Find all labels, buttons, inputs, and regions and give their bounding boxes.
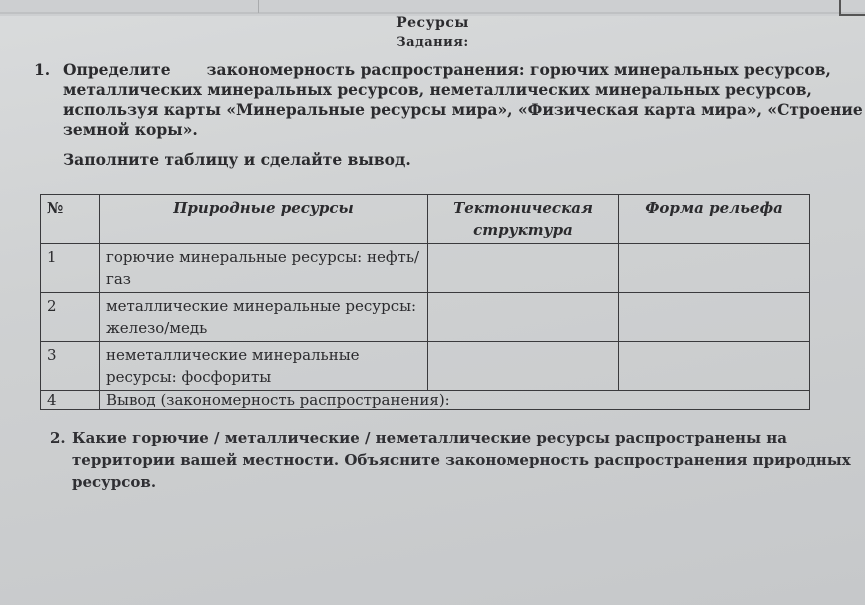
task-2-line-1: Какие горючие / металлические / неметаллические ресурсы распространены на xyxy=(72,429,787,447)
row-relief-cell[interactable] xyxy=(619,342,810,391)
row-relief-cell[interactable] xyxy=(619,244,810,293)
table-header-row xyxy=(41,195,810,244)
row-resource: неметаллические минеральные ресурсы: фосфориты xyxy=(100,342,428,391)
resources-table xyxy=(40,194,810,410)
task-1-number: 1. xyxy=(34,60,51,79)
table-row xyxy=(41,293,810,342)
task-2-line-3: ресурсов. xyxy=(72,473,157,491)
task-1-line-1a: Определите xyxy=(63,60,171,79)
corner-frame xyxy=(839,0,865,16)
task-1-line-1b: закономерность распространения: горючих минеральных ресурсов, xyxy=(206,60,831,79)
row-tectonic-cell[interactable] xyxy=(428,293,619,342)
conclusion-row xyxy=(41,391,810,410)
task-1-line-3: используя карты «Минеральные ресурсы мира», «Физическая карта мира», «Строение xyxy=(63,100,863,119)
task-2 xyxy=(50,427,851,493)
page-subtitle: Задания: xyxy=(396,35,469,50)
page-top-edge xyxy=(0,0,865,16)
row-resource: металлические минеральные ресурсы: железо/медь xyxy=(100,293,428,342)
page-title: Ресурсы xyxy=(396,15,469,31)
task-1 xyxy=(34,60,863,170)
task-2-number: 2. xyxy=(50,429,66,447)
task-1-text xyxy=(63,60,863,140)
row-tectonic-cell[interactable] xyxy=(428,342,619,391)
table-row xyxy=(41,342,810,391)
header-relief-form: Форма рельефа xyxy=(619,195,810,244)
task-1-instruction: Заполните таблицу и сделайте вывод. xyxy=(63,150,411,169)
conclusion-cell[interactable]: Вывод (закономерность распространения): xyxy=(100,391,810,410)
table-row xyxy=(41,244,810,293)
row-number: 3 xyxy=(41,342,100,391)
header-tectonic-structure: Тектоническая структура xyxy=(428,195,619,244)
header-natural-resources: Природные ресурсы xyxy=(100,195,428,244)
header-number: № xyxy=(41,195,100,244)
conclusion-number: 4 xyxy=(41,391,100,410)
task-1-line-2: металлических минеральных ресурсов, неметаллических минеральных ресурсов, xyxy=(63,80,812,99)
task-1-line-1 xyxy=(63,60,831,80)
top-tick-mark xyxy=(258,0,259,13)
row-relief-cell[interactable] xyxy=(619,293,810,342)
task-2-text xyxy=(72,427,851,493)
row-tectonic-cell[interactable] xyxy=(428,244,619,293)
task-1-line-4: земной коры». xyxy=(63,120,198,139)
row-number: 2 xyxy=(41,293,100,342)
row-resource: горючие минеральные ресурсы: нефть/газ xyxy=(100,244,428,293)
row-number: 1 xyxy=(41,244,100,293)
top-rule xyxy=(0,12,865,14)
task-2-line-2: территории вашей местности. Объясните закономерность распространения природных xyxy=(72,451,851,469)
